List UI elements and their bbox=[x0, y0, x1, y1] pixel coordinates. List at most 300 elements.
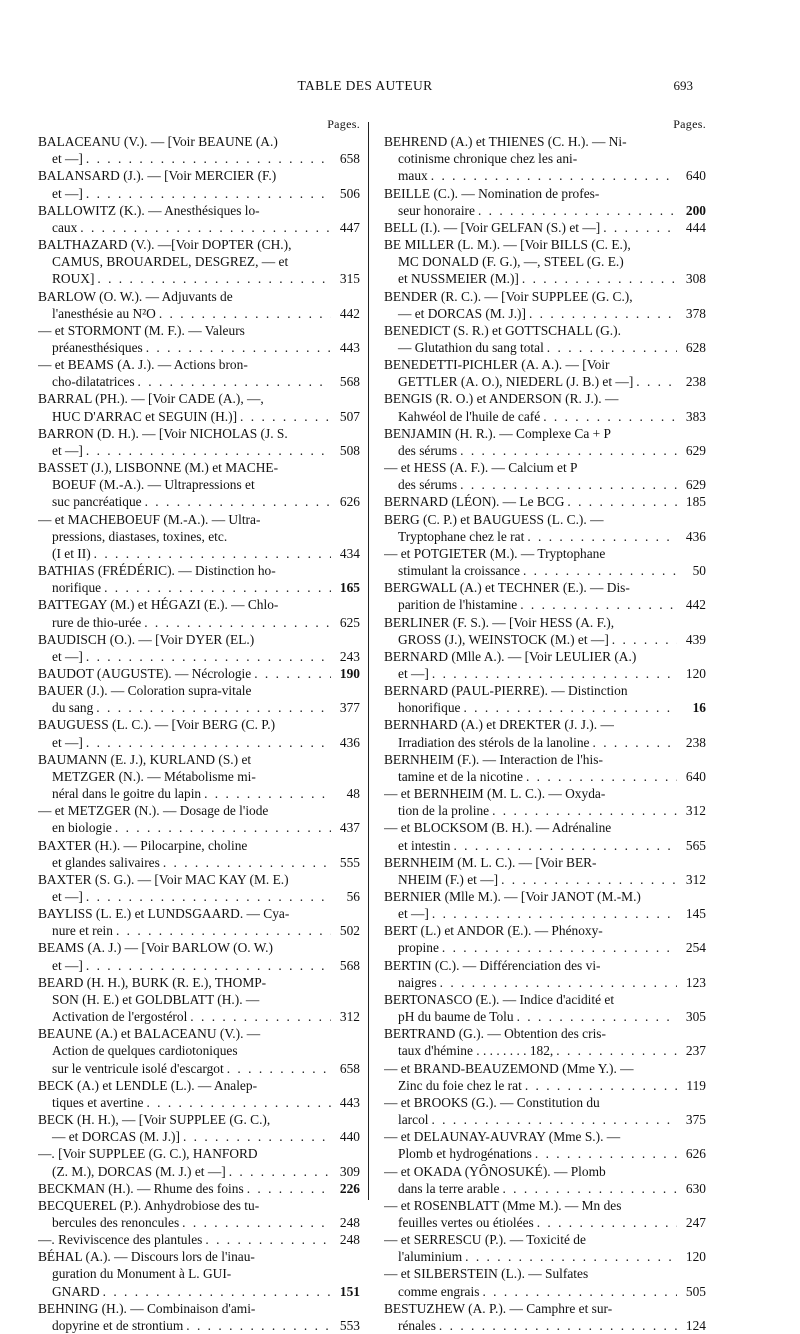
entry-last-line bbox=[384, 167, 706, 184]
entry-last-line bbox=[384, 1317, 706, 1334]
leader-dots bbox=[593, 734, 678, 751]
index-entry bbox=[384, 785, 706, 819]
leader-dots bbox=[86, 185, 331, 202]
entry-line: BASSET (J.), LISBONNE (M.) et MACHE- bbox=[38, 460, 279, 476]
left-column bbox=[38, 116, 360, 1334]
index-entry bbox=[384, 390, 706, 424]
entry-page-number: 238 bbox=[685, 374, 706, 390]
entry-page-number: 123 bbox=[685, 974, 706, 990]
index-entry bbox=[38, 939, 360, 973]
entry-line: BERLINER (F. S.). — [Voir HESS (A. F.), bbox=[384, 614, 615, 630]
index-entry bbox=[38, 167, 360, 201]
entry-line: BEHNING (H.). — Combinaison d'ami- bbox=[38, 1300, 256, 1316]
entry-text: (Z. M.), DORCAS (M. J.) et —] bbox=[52, 1163, 226, 1179]
entry-page-number: 243 bbox=[339, 648, 360, 664]
entry-line: MC DONALD (F. G.), —, STEEL (G. E.) bbox=[398, 254, 624, 270]
leader-dots bbox=[138, 373, 331, 390]
entry-line: BAYLISS (L. E.) et LUNDSGAARD. — Cya- bbox=[38, 906, 290, 922]
entry-last-line bbox=[384, 905, 706, 922]
entry-page-number: 568 bbox=[339, 957, 360, 973]
index-entry bbox=[38, 1197, 360, 1231]
entry-line: — et SILBERSTEIN (L.). — Sulfates bbox=[384, 1266, 589, 1282]
entry-text: nure et rein bbox=[52, 923, 113, 939]
entry-line: — et BERNHEIM (M. L. C.). — Oxyda- bbox=[384, 786, 606, 802]
entry-page-number: 56 bbox=[346, 889, 360, 905]
entry-line: — et BRAND-BEAUZEMOND (Mme Y.). — bbox=[384, 1060, 634, 1076]
entry-page-number: 442 bbox=[685, 597, 706, 613]
leader-dots bbox=[80, 219, 331, 236]
entry-page-number: 444 bbox=[685, 219, 706, 235]
entry-text: et —] bbox=[52, 648, 83, 664]
entry-line: BENEDETTI-PICHLER (A. A.). — [Voir bbox=[384, 357, 610, 373]
entry-page-number: 120 bbox=[685, 1249, 706, 1265]
entry-page-number: 506 bbox=[339, 185, 360, 201]
column-divider bbox=[368, 122, 369, 1200]
leader-dots bbox=[520, 596, 677, 613]
index-entry bbox=[38, 425, 360, 459]
entry-line: — et POTGIETER (M.). — Tryptophane bbox=[384, 545, 606, 561]
entry-page-number: 308 bbox=[685, 271, 706, 287]
entry-text: préanesthésiques bbox=[52, 340, 143, 356]
index-entry bbox=[384, 236, 706, 287]
leader-dots bbox=[612, 631, 677, 648]
entry-line: — et STORMONT (M. F.). — Valeurs bbox=[38, 322, 245, 338]
leader-dots bbox=[182, 1214, 331, 1231]
entry-text: et —] bbox=[52, 151, 83, 167]
leader-dots bbox=[537, 1214, 677, 1231]
index-entry bbox=[384, 614, 706, 648]
leader-dots bbox=[543, 408, 677, 425]
page-number: 693 bbox=[673, 78, 693, 93]
page-header-title: TABLE DES AUTEUR bbox=[297, 78, 433, 93]
entry-last-line bbox=[38, 854, 360, 871]
entry-line: BENJAMIN (H. R.). — Complexe Ca + P bbox=[384, 425, 611, 441]
entry-last-line bbox=[38, 1128, 360, 1145]
index-entry bbox=[384, 751, 706, 785]
leader-dots bbox=[186, 1317, 331, 1334]
entry-last-line bbox=[384, 305, 706, 322]
entry-page-number: 629 bbox=[685, 442, 706, 458]
leader-dots bbox=[96, 699, 331, 716]
entry-last-line bbox=[384, 768, 706, 785]
entry-page-number: 378 bbox=[685, 305, 706, 321]
index-entry bbox=[384, 425, 706, 459]
entry-text: tamine et de la nicotine bbox=[398, 768, 523, 784]
entry-page-number: 248 bbox=[339, 1232, 360, 1248]
entry-last-line bbox=[38, 699, 360, 716]
entry-page-number: 185 bbox=[685, 494, 706, 510]
entry-line: BERTIN (C.). — Différenciation des vi- bbox=[384, 957, 601, 973]
leader-dots bbox=[86, 648, 331, 665]
entry-last-line bbox=[384, 1077, 706, 1094]
index-entry bbox=[38, 1231, 360, 1248]
index-entry bbox=[384, 648, 706, 682]
leader-dots bbox=[104, 579, 331, 596]
entry-text: l'anesthésie au N²O bbox=[52, 305, 156, 321]
entry-last-line bbox=[384, 408, 706, 425]
entry-page-number: 315 bbox=[339, 271, 360, 287]
entry-last-line bbox=[38, 1094, 360, 1111]
entry-text: néral dans le goitre du lapin bbox=[52, 786, 202, 802]
leader-dots bbox=[247, 1180, 331, 1197]
index-entry bbox=[38, 322, 360, 356]
entry-line: BERNHEIM (M. L. C.). — [Voir BER- bbox=[384, 854, 597, 870]
entry-last-line bbox=[38, 734, 360, 751]
entry-last-line bbox=[38, 819, 360, 836]
entry-last-line bbox=[38, 785, 360, 802]
entry-line: BOEUF (M.-A.). — Ultrapressions et bbox=[52, 477, 255, 493]
entry-page-number: 447 bbox=[339, 219, 360, 235]
leader-dots bbox=[463, 699, 677, 716]
entry-line: — et ROSENBLATT (Mme M.). — Mn des bbox=[384, 1197, 622, 1213]
index-entry bbox=[384, 1265, 706, 1299]
entry-text: rure de thio-urée bbox=[52, 614, 142, 630]
entry-text: et —] bbox=[398, 665, 429, 681]
entry-text: GETTLER (A. O.), NIEDERL (J. B.) et —] bbox=[398, 374, 634, 390]
entry-page-number: 247 bbox=[685, 1214, 706, 1230]
entry-line: BERNHEIM (F.). — Interaction de l'his- bbox=[384, 751, 603, 767]
index-entry bbox=[38, 236, 360, 287]
entry-last-line bbox=[38, 442, 360, 459]
leader-dots bbox=[240, 408, 331, 425]
entry-text: dopyrine et de strontium bbox=[52, 1317, 184, 1333]
leader-dots bbox=[432, 665, 677, 682]
entry-page-number: 626 bbox=[339, 494, 360, 510]
entry-text: taux d'hémine . . . . . . . . 182, bbox=[398, 1043, 554, 1059]
entry-page-number: 640 bbox=[685, 768, 706, 784]
index-entry bbox=[384, 511, 706, 545]
entry-text: — Glutathion du sang total bbox=[398, 340, 544, 356]
entry-list bbox=[38, 133, 360, 1334]
entry-last-line bbox=[384, 528, 706, 545]
entry-text: stimulant la croissance bbox=[398, 563, 520, 579]
entry-text: et —] bbox=[398, 906, 429, 922]
entry-last-line bbox=[384, 562, 706, 579]
entry-text: tiques et avertine bbox=[52, 1094, 144, 1110]
entry-line: BALACEANU (V.). — [Voir BEAUNE (A.) bbox=[38, 134, 278, 150]
entry-line: Action de quelques cardiotoniques bbox=[52, 1043, 238, 1059]
entry-page-number: 375 bbox=[685, 1112, 706, 1128]
index-entry bbox=[384, 854, 706, 888]
entry-last-line bbox=[38, 545, 360, 562]
entry-text: HUC D'ARRAC et SEGUIN (H.)] bbox=[52, 408, 238, 424]
entry-text: et intestin bbox=[398, 837, 451, 853]
index-entry bbox=[384, 1197, 706, 1231]
entry-last-line bbox=[384, 1111, 706, 1128]
leader-dots bbox=[453, 837, 677, 854]
index-entry bbox=[384, 819, 706, 853]
entry-last-line bbox=[384, 665, 706, 682]
entry-line: — et HESS (A. F.). — Calcium et P bbox=[384, 460, 578, 476]
entry-last-line bbox=[384, 1042, 706, 1059]
entry-text: suc pancréatique bbox=[52, 494, 142, 510]
entry-page-number: 626 bbox=[685, 1146, 706, 1162]
entry-line: BATTEGAY (M.) et HÉGAZI (E.). — Chlo- bbox=[38, 597, 279, 613]
entry-text: — et DORCAS (M. J.)] bbox=[398, 305, 526, 321]
entry-text: Plomb et hydrogénations bbox=[398, 1146, 532, 1162]
entry-line: BALANSARD (J.). — [Voir MERCIER (F.) bbox=[38, 168, 277, 184]
entry-line: BERNHARD (A.) et DREKTER (J. J.). — bbox=[384, 717, 614, 733]
entry-last-line bbox=[38, 648, 360, 665]
leader-dots bbox=[94, 545, 331, 562]
index-entry bbox=[38, 1111, 360, 1145]
index-entry bbox=[384, 322, 706, 356]
entry-page-number: 190 bbox=[339, 665, 360, 681]
entry-last-line bbox=[384, 373, 706, 390]
entry-text: —. Reviviscence des plantules bbox=[38, 1232, 203, 1248]
entry-last-line bbox=[38, 1163, 360, 1180]
entry-text: pH du baume de Tolu bbox=[398, 1009, 514, 1025]
pages-label: Pages. bbox=[327, 117, 360, 131]
entry-page-number: 440 bbox=[339, 1129, 360, 1145]
entry-line: — et BEAMS (A. J.). — Actions bron- bbox=[38, 357, 248, 373]
entry-page-number: 50 bbox=[692, 563, 706, 579]
entry-last-line bbox=[384, 837, 706, 854]
entry-last-line bbox=[38, 339, 360, 356]
entry-line: BERGWALL (A.) et TECHNER (E.). — Dis- bbox=[384, 580, 630, 596]
entry-last-line bbox=[384, 734, 706, 751]
entry-line: BERG (C. P.) et BAUGUESS (L. C.). — bbox=[384, 511, 604, 527]
entry-line: BAXTER (S. G.). — [Voir MAC KAY (M. E.) bbox=[38, 871, 289, 887]
entry-page-number: 443 bbox=[339, 340, 360, 356]
entry-text: des sérums bbox=[398, 477, 458, 493]
index-entry bbox=[38, 459, 360, 510]
leader-dots bbox=[115, 819, 331, 836]
leader-dots bbox=[460, 442, 677, 459]
index-entry bbox=[38, 631, 360, 665]
leader-dots bbox=[442, 939, 677, 956]
leader-dots bbox=[603, 219, 677, 236]
entry-line: SON (H. E.) et GOLDBLATT (H.). — bbox=[52, 991, 260, 1007]
entry-last-line bbox=[384, 339, 706, 356]
index-entry bbox=[38, 1248, 360, 1299]
index-entry bbox=[38, 1025, 360, 1076]
entry-last-line bbox=[384, 596, 706, 613]
entry-page-number: 48 bbox=[346, 786, 360, 802]
entry-last-line bbox=[384, 442, 706, 459]
index-entry bbox=[38, 682, 360, 716]
entry-text: et —] bbox=[52, 889, 83, 905]
entry-last-line bbox=[38, 665, 360, 682]
index-entry bbox=[38, 974, 360, 1025]
entry-last-line bbox=[38, 305, 360, 322]
leader-dots bbox=[460, 476, 677, 493]
entry-line: —. [Voir SUPPLEE (G. C.), HANFORD bbox=[38, 1146, 258, 1162]
entry-line: BENGIS (R. O.) et ANDERSON (R. J.). — bbox=[384, 391, 619, 407]
entry-text: rénales bbox=[398, 1317, 436, 1333]
entry-line: — et DELAUNAY-AUVRAY (Mme S.). — bbox=[384, 1129, 621, 1145]
index-entry bbox=[384, 545, 706, 579]
entry-line: BEARD (H. H.), BURK (R. E.), THOMP- bbox=[38, 974, 267, 990]
entry-page-number: 238 bbox=[685, 734, 706, 750]
leader-dots bbox=[116, 922, 331, 939]
entry-line: — et OKADA (YÔNOSUKÉ). — Plomb bbox=[384, 1163, 606, 1179]
index-entry bbox=[38, 802, 360, 836]
leader-dots bbox=[145, 493, 331, 510]
entry-text: dans la terre arable bbox=[398, 1180, 500, 1196]
entry-text: BERNARD (LÉON). — Le BCG bbox=[384, 494, 565, 510]
entry-line: BÉHAL (A.). — Discours lors de l'inau- bbox=[38, 1249, 255, 1265]
entry-page-number: 254 bbox=[685, 940, 706, 956]
leader-dots bbox=[159, 305, 331, 322]
entry-line: BATHIAS (FRÉDÉRIC). — Distinction ho- bbox=[38, 563, 276, 579]
entry-line: BESTUZHEW (A. P.). — Camphre et sur- bbox=[384, 1300, 613, 1316]
entry-text: et NUSSMEIER (M.)] bbox=[398, 271, 519, 287]
entry-page-number: 305 bbox=[685, 1009, 706, 1025]
entry-text: sur le ventricule isolé d'escargot bbox=[52, 1060, 224, 1076]
leader-dots bbox=[526, 768, 677, 785]
entry-text: parition de l'histamine bbox=[398, 597, 518, 613]
index-entry bbox=[38, 202, 360, 236]
entry-text: tion de la proline bbox=[398, 803, 490, 819]
entry-line: — et BLOCKSOM (B. H.). — Adrénaline bbox=[384, 820, 612, 836]
entry-page-number: 200 bbox=[685, 202, 706, 218]
entry-page-number: 508 bbox=[339, 442, 360, 458]
entry-last-line bbox=[384, 1145, 706, 1162]
entry-last-line bbox=[38, 1231, 360, 1248]
entry-last-line bbox=[384, 270, 706, 287]
entry-line: METZGER (N.). — Métabolisme mi- bbox=[52, 768, 256, 784]
leader-dots bbox=[527, 528, 677, 545]
index-entry bbox=[384, 922, 706, 956]
entry-page-number: 442 bbox=[339, 305, 360, 321]
index-entry bbox=[384, 1231, 706, 1265]
entry-last-line bbox=[384, 1248, 706, 1265]
entry-last-line bbox=[384, 802, 706, 819]
entry-last-line bbox=[384, 871, 706, 888]
entry-page-number: 553 bbox=[339, 1317, 360, 1333]
index-entry bbox=[384, 1094, 706, 1128]
index-entry bbox=[38, 390, 360, 424]
entry-page-number: 658 bbox=[339, 1060, 360, 1076]
entry-text: feuilles vertes ou étiolées bbox=[398, 1214, 534, 1230]
entry-line: BARRON (D. H.). — [Voir NICHOLAS (J. S. bbox=[38, 425, 288, 441]
index-entry bbox=[384, 1163, 706, 1197]
index-entry bbox=[384, 991, 706, 1025]
pages-label: Pages. bbox=[673, 117, 706, 131]
entry-line: BALLOWITZ (K.). — Anesthésiques lo- bbox=[38, 202, 260, 218]
entry-text: Tryptophane chez le rat bbox=[398, 528, 525, 544]
leader-dots bbox=[86, 888, 331, 905]
entry-last-line bbox=[384, 699, 706, 716]
entry-text: GROSS (J.), WEINSTOCK (M.) et —] bbox=[398, 631, 609, 647]
entry-page-number: 226 bbox=[339, 1180, 360, 1196]
entry-last-line bbox=[38, 408, 360, 425]
entry-line: BAUMANN (E. J.), KURLAND (S.) et bbox=[38, 751, 252, 767]
entry-last-line bbox=[38, 219, 360, 236]
leader-dots bbox=[440, 974, 677, 991]
index-entry bbox=[384, 1060, 706, 1094]
leader-dots bbox=[567, 493, 677, 510]
entry-text: bercules des renoncules bbox=[52, 1214, 180, 1230]
entry-page-number: 312 bbox=[339, 1009, 360, 1025]
entry-line: CAMUS, BROUARDEL, DESGREZ, — et bbox=[52, 254, 289, 270]
entry-page-number: 377 bbox=[339, 700, 360, 716]
entry-line: BECK (A.) et LENDLE (L.). — Analep- bbox=[38, 1077, 258, 1093]
entry-text: et —] bbox=[52, 734, 83, 750]
entry-line: guration du Monument à L. GUI- bbox=[52, 1266, 232, 1282]
entry-line: BEAMS (A. J.) — [Voir BARLOW (O. W.) bbox=[38, 940, 273, 956]
index-entry bbox=[38, 1145, 360, 1179]
entry-line: BAXTER (H.). — Pilocarpine, choline bbox=[38, 837, 248, 853]
entry-last-line bbox=[38, 1060, 360, 1077]
index-entry bbox=[384, 682, 706, 716]
index-entry bbox=[384, 957, 706, 991]
entry-last-line bbox=[384, 202, 706, 219]
index-entry bbox=[38, 596, 360, 630]
entry-page-number: 312 bbox=[685, 803, 706, 819]
entry-last-line bbox=[384, 631, 706, 648]
entry-line: BECK (H. H.), — [Voir SUPPLEE (G. C.), bbox=[38, 1112, 271, 1128]
leader-dots bbox=[502, 1180, 677, 1197]
entry-text: propine bbox=[398, 940, 439, 956]
entry-line: BALTHAZARD (V.). —[Voir DOPTER (CH.), bbox=[38, 237, 292, 253]
entry-last-line bbox=[38, 373, 360, 390]
entry-text: GNARD bbox=[52, 1283, 100, 1299]
entry-text: seur honoraire bbox=[398, 202, 475, 218]
index-entry bbox=[38, 562, 360, 596]
entry-text: honorifique bbox=[398, 700, 461, 716]
leader-dots bbox=[547, 339, 677, 356]
entry-line: BECQUEREL (P.). Anhydrobiose des tu- bbox=[38, 1197, 260, 1213]
leader-dots bbox=[190, 1008, 331, 1025]
leader-dots bbox=[636, 373, 677, 390]
entry-last-line bbox=[38, 957, 360, 974]
entry-line: BARLOW (O. W.). — Adjuvants de bbox=[38, 288, 233, 304]
entry-line: BAUGUESS (L. C.). — [Voir BERG (C. P.) bbox=[38, 717, 276, 733]
entry-line: BEHREND (A.) et THIENES (C. H.). — Ni- bbox=[384, 134, 627, 150]
leader-dots bbox=[144, 614, 331, 631]
entry-text: naigres bbox=[398, 974, 437, 990]
leader-dots bbox=[523, 562, 677, 579]
entry-last-line bbox=[38, 185, 360, 202]
entry-last-line bbox=[384, 493, 706, 510]
entry-line: BAUER (J.). — Coloration supra-vitale bbox=[38, 683, 252, 699]
entry-last-line bbox=[38, 150, 360, 167]
leader-dots bbox=[465, 1248, 677, 1265]
leader-dots bbox=[254, 665, 331, 682]
entry-text: comme engrais bbox=[398, 1283, 480, 1299]
entry-last-line bbox=[384, 476, 706, 493]
entry-page-number: 502 bbox=[339, 923, 360, 939]
right-column bbox=[384, 116, 706, 1334]
entry-text: BECKMAN (H.). — Rhume des foins bbox=[38, 1180, 244, 1196]
index-entry bbox=[38, 133, 360, 167]
entry-line: — et MACHEBOEUF (M.-A.). — Ultra- bbox=[38, 511, 261, 527]
entry-page-number: 151 bbox=[339, 1283, 360, 1299]
entry-last-line bbox=[38, 1180, 360, 1197]
entry-line: BENEDICT (S. R.) et GOTTSCHALL (G.). bbox=[384, 322, 621, 338]
leader-dots bbox=[492, 802, 677, 819]
leader-dots bbox=[482, 1283, 677, 1300]
entry-line: BEAUNE (A.) et BALACEANU (V.). — bbox=[38, 1026, 261, 1042]
entry-text: en biologie bbox=[52, 820, 112, 836]
index-entry bbox=[384, 185, 706, 219]
entry-line: — et SERRESCU (P.). — Toxicité de bbox=[384, 1232, 586, 1248]
entry-last-line bbox=[384, 1180, 706, 1197]
entry-last-line bbox=[384, 974, 706, 991]
index-entry bbox=[384, 888, 706, 922]
leader-dots bbox=[227, 1060, 331, 1077]
entry-line: cotinisme chronique chez les ani- bbox=[398, 151, 578, 167]
entry-text: Zinc du foie chez le rat bbox=[398, 1077, 522, 1093]
index-entry bbox=[38, 1180, 360, 1197]
entry-last-line bbox=[38, 1008, 360, 1025]
index-entry bbox=[384, 1128, 706, 1162]
entry-text: BELL (I.). — [Voir GELFAN (S.) et —] bbox=[384, 219, 601, 235]
entry-last-line bbox=[38, 493, 360, 510]
entry-page-number: 16 bbox=[692, 700, 706, 716]
